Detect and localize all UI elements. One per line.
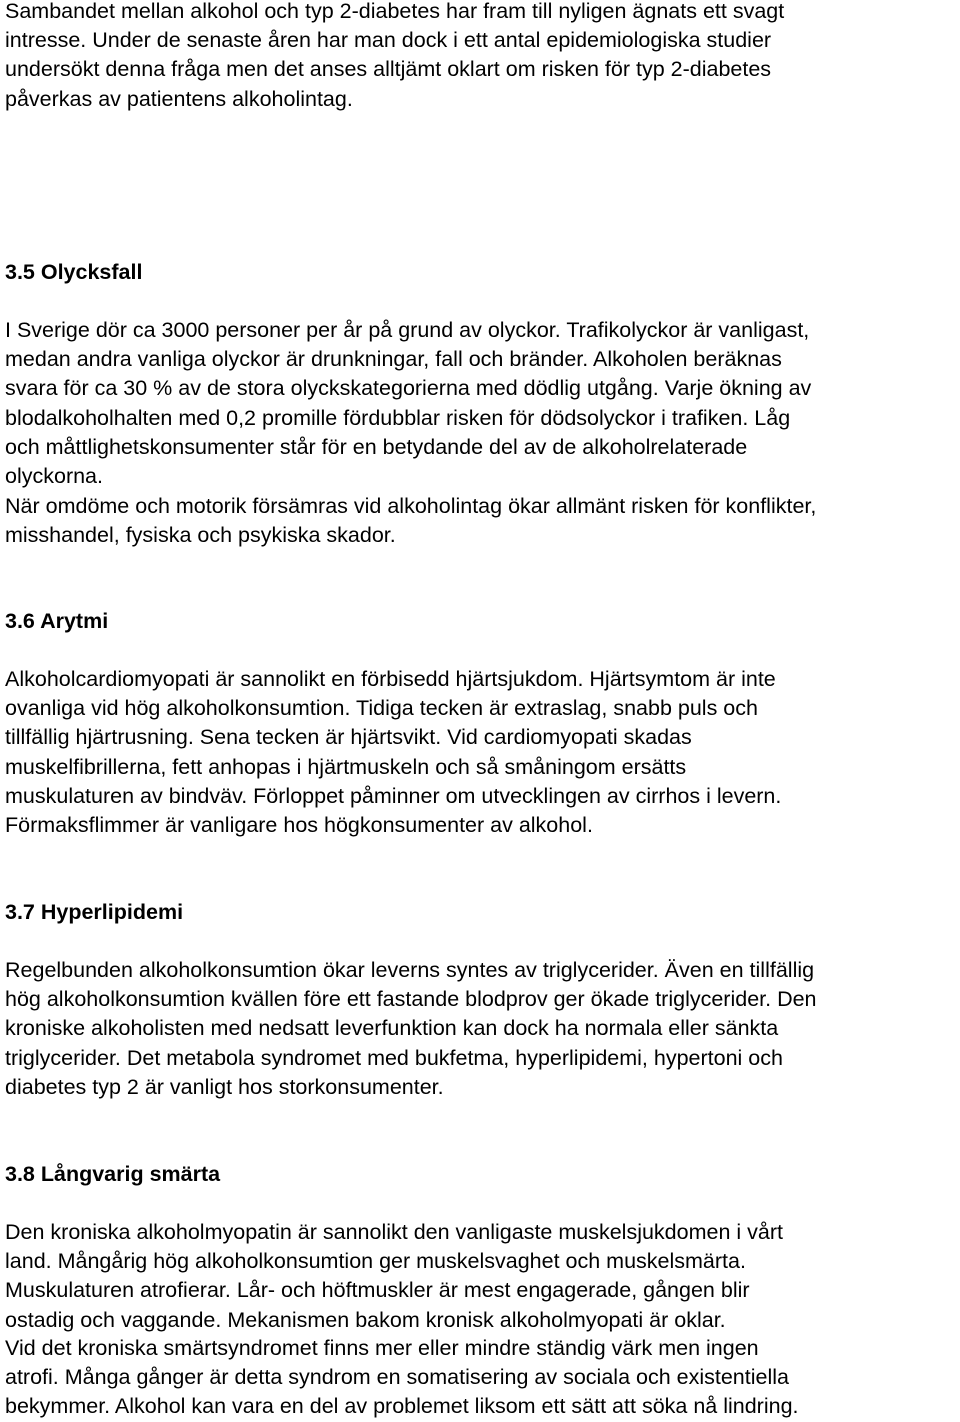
section-heading-arytmi: 3.6 Arytmi — [5, 609, 109, 633]
section-heading-olycksfall: 3.5 Olycksfall — [5, 260, 143, 284]
langvarig-smarta-paragraph-1: Den kroniska alkoholmyopatin är sannolikt den vanligaste muskelsjukdomen i vårt land. Mångårig hög alkoholkonsumtion ger muskelsvaghet och muskelsmärta. Muskulaturen atrofierar. Lår- och höftmuskler är mest engagerade, gången blir ostadig och vaggande. Mekanismen bakom kronisk alkoholmyopati är oklar. — [5, 1220, 783, 1332]
intro-paragraph: Sambandet mellan alkohol och typ 2-diabetes har fram till nyligen ägnats ett svagt intresse. Under de senaste åren har man dock i ett antal epidemiologiska studier undersökt denna fråga men det anses alltjämt oklart om risken för typ 2-diabetes påverkas av patientens alkoholintag. — [5, 0, 785, 111]
hyperlipidemi-paragraph: Regelbunden alkoholkonsumtion ökar leverns syntes av triglycerider. Även en tillfällig hög alkoholkonsumtion kvällen före ett fastande blodprov ger ökade triglycerider. Den kroniske alkoholisten med nedsatt leverfunktion kan dock ha normala eller sänkta triglycerider. Det metabola syndromet med bukfetma, hyperlipidemi, hypertoni och diabetes typ 2 är vanligt hos storkonsumenter. — [5, 958, 817, 1099]
section-heading-langvarig-smarta: 3.8 Långvarig smärta — [5, 1162, 221, 1186]
arytmi-paragraph: Alkoholcardiomyopati är sannolikt en förbisedd hjärtsjukdom. Hjärtsymtom är inte ovanliga vid hög alkoholkonsumtion. Tidiga tecken är extraslag, snabb puls och tillfällig hjärtrusning. Sena tecken är hjärtsvikt. Vid cardiomyopati skadas muskelfibrillerna, fett anhopas i hjärtmuskeln och så småningom ersätts muskulaturen av bindväv. Förloppet påminner om utvecklingen av cirrhos i levern. Förmaksflimmer är vanligare hos högkonsumenter av alkohol. — [5, 667, 782, 838]
olycksfall-paragraph-1: I Sverige dör ca 3000 personer per år på grund av olyckor. Trafikolyckor är vanligast, medan andra vanliga olyckor är drunkningar, fall och bränder. Alkoholen beräknas svara för ca 30 % av de stora olyckskategorierna med dödlig utgång. Varje ökning av blodalkoholhalten med 0,2 promille fördubblar risken för dödsolyckor i trafiken. Låg och måttlighetskonsumenter står för en betydande del av de alkoholrelaterade olyckorna. — [5, 318, 812, 489]
langvarig-smarta-paragraph-2: Vid det kroniska smärtsyndromet finns mer eller mindre ständig värk men ingen atrofi. Många gånger är detta syndrom en somatisering av sociala och existentiella bekymmer. Alkohol kan vara en del av problemet liksom ett sätt att söka nå lindring. — [5, 1336, 799, 1419]
olycksfall-paragraph-2: När omdöme och motorik försämras vid alkoholintag ökar allmänt risken för konflikter, misshandel, fysiska och psykiska skador. — [5, 494, 817, 548]
section-heading-hyperlipidemi: 3.7 Hyperlipidemi — [5, 900, 184, 924]
